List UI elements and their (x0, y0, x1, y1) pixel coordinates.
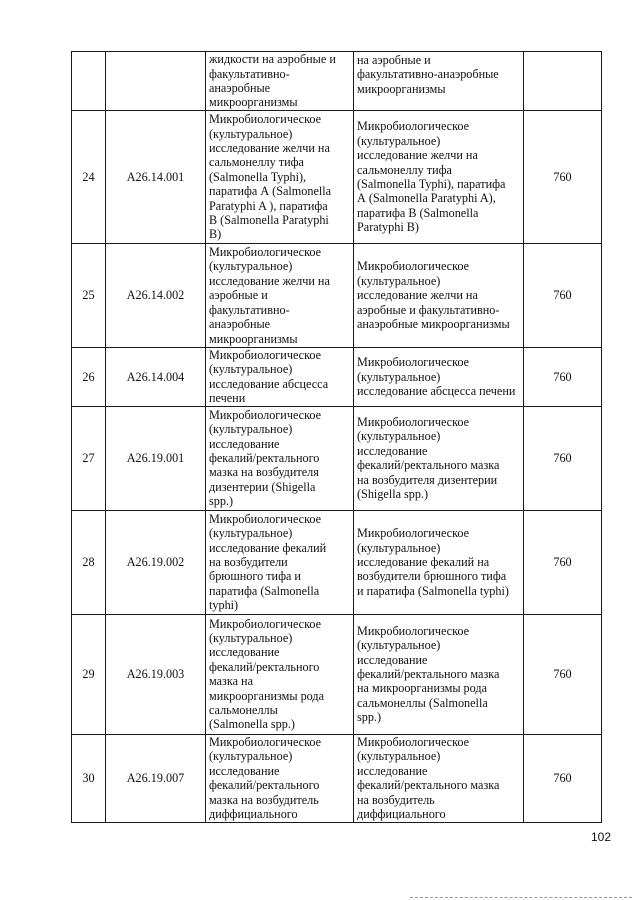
table-row (72, 614, 602, 734)
service-description: Микробиологическое (культуральное) исследование фекалий/ректального мазка на микроорганизмы рода сальмонеллы (Salmonella spp.) (354, 614, 524, 734)
service-description: на аэробные и факультативно-анаэробные микроорганизмы (354, 52, 524, 111)
service-price: 760 (524, 734, 602, 822)
service-name: Микробиологическое (культуральное) исследование абсцесса печени (206, 348, 354, 407)
service-number: 24 (72, 111, 106, 244)
service-number: 28 (72, 510, 106, 614)
table-row (72, 244, 602, 348)
service-number: 29 (72, 614, 106, 734)
service-number: 26 (72, 348, 106, 407)
service-name: Микробиологическое (культуральное) исследование фекалий/ректального мазка на возбудителя дизентерии (Shigella spp.) (206, 406, 354, 510)
service-number (72, 52, 106, 111)
service-code: A26.14.001 (106, 111, 206, 244)
service-code: A26.19.003 (106, 614, 206, 734)
table-row (72, 348, 602, 407)
service-price (524, 52, 602, 111)
service-code: A26.14.004 (106, 348, 206, 407)
service-description: Микробиологическое (культуральное) исследование фекалий на возбудители брюшного тифа и паратифа (Salmonella typhi) (354, 510, 524, 614)
table-row (72, 510, 602, 614)
service-code (106, 52, 206, 111)
service-price: 760 (524, 406, 602, 510)
service-price: 760 (524, 614, 602, 734)
service-description: Микробиологическое (культуральное) исследование желчи на аэробные и факультативно- анаэробные микроорганизмы (354, 244, 524, 348)
service-price: 760 (524, 111, 602, 244)
service-code: A26.19.007 (106, 734, 206, 822)
service-number: 25 (72, 244, 106, 348)
service-name: Микробиологическое (культуральное) исследование фекалий на возбудители брюшного тифа и паратифа (Salmonella typhi) (206, 510, 354, 614)
service-number: 27 (72, 406, 106, 510)
page-number: 102 (591, 830, 612, 844)
service-number: 30 (72, 734, 106, 822)
service-description: Микробиологическое (культуральное) исследование абсцесса печени (354, 348, 524, 407)
service-price: 760 (524, 348, 602, 407)
service-name: Микробиологическое (культуральное) исследование желчи на аэробные и факультативно- анаэробные микроорганизмы (206, 244, 354, 348)
service-name: жидкости на аэробные и факультативно- анаэробные микроорганизмы (206, 52, 354, 111)
service-description: Микробиологическое (культуральное) исследование фекалий/ректального мазка на возбудителя дизентерии (Shigella spp.) (354, 406, 524, 510)
price-table (71, 51, 602, 823)
service-name: Микробиологическое (культуральное) исследование желчи на сальмонеллу тифа (Salmonella Typhi), паратифа А (Salmonella Paratyphi A ), паратифа В (Salmonella Paratyphi B) (206, 111, 354, 244)
table-row (72, 406, 602, 510)
bottom-divider (410, 897, 632, 899)
service-description: Микробиологическое (культуральное) исследование желчи на сальмонеллу тифа (Salmonella Typhi), паратифа А (Salmonella Paratyphi A), паратифа В (Salmonella Paratyphi B) (354, 111, 524, 244)
table-row (72, 734, 602, 822)
service-price: 760 (524, 510, 602, 614)
service-code: A26.19.001 (106, 406, 206, 510)
service-code: A26.14.002 (106, 244, 206, 348)
service-name: Микробиологическое (культуральное) исследование фекалий/ректального мазка на микроорганизмы рода сальмонеллы (Salmonella spp.) (206, 614, 354, 734)
service-code: A26.19.002 (106, 510, 206, 614)
price-table-body (72, 52, 602, 823)
service-name: Микробиологическое (культуральное) исследование фекалий/ректального мазка на возбудитель диффициального (206, 734, 354, 822)
service-price: 760 (524, 244, 602, 348)
table-row (72, 52, 602, 111)
table-row (72, 111, 602, 244)
service-description: Микробиологическое (культуральное) исследование фекалий/ректального мазка на возбудитель диффициального (354, 734, 524, 822)
